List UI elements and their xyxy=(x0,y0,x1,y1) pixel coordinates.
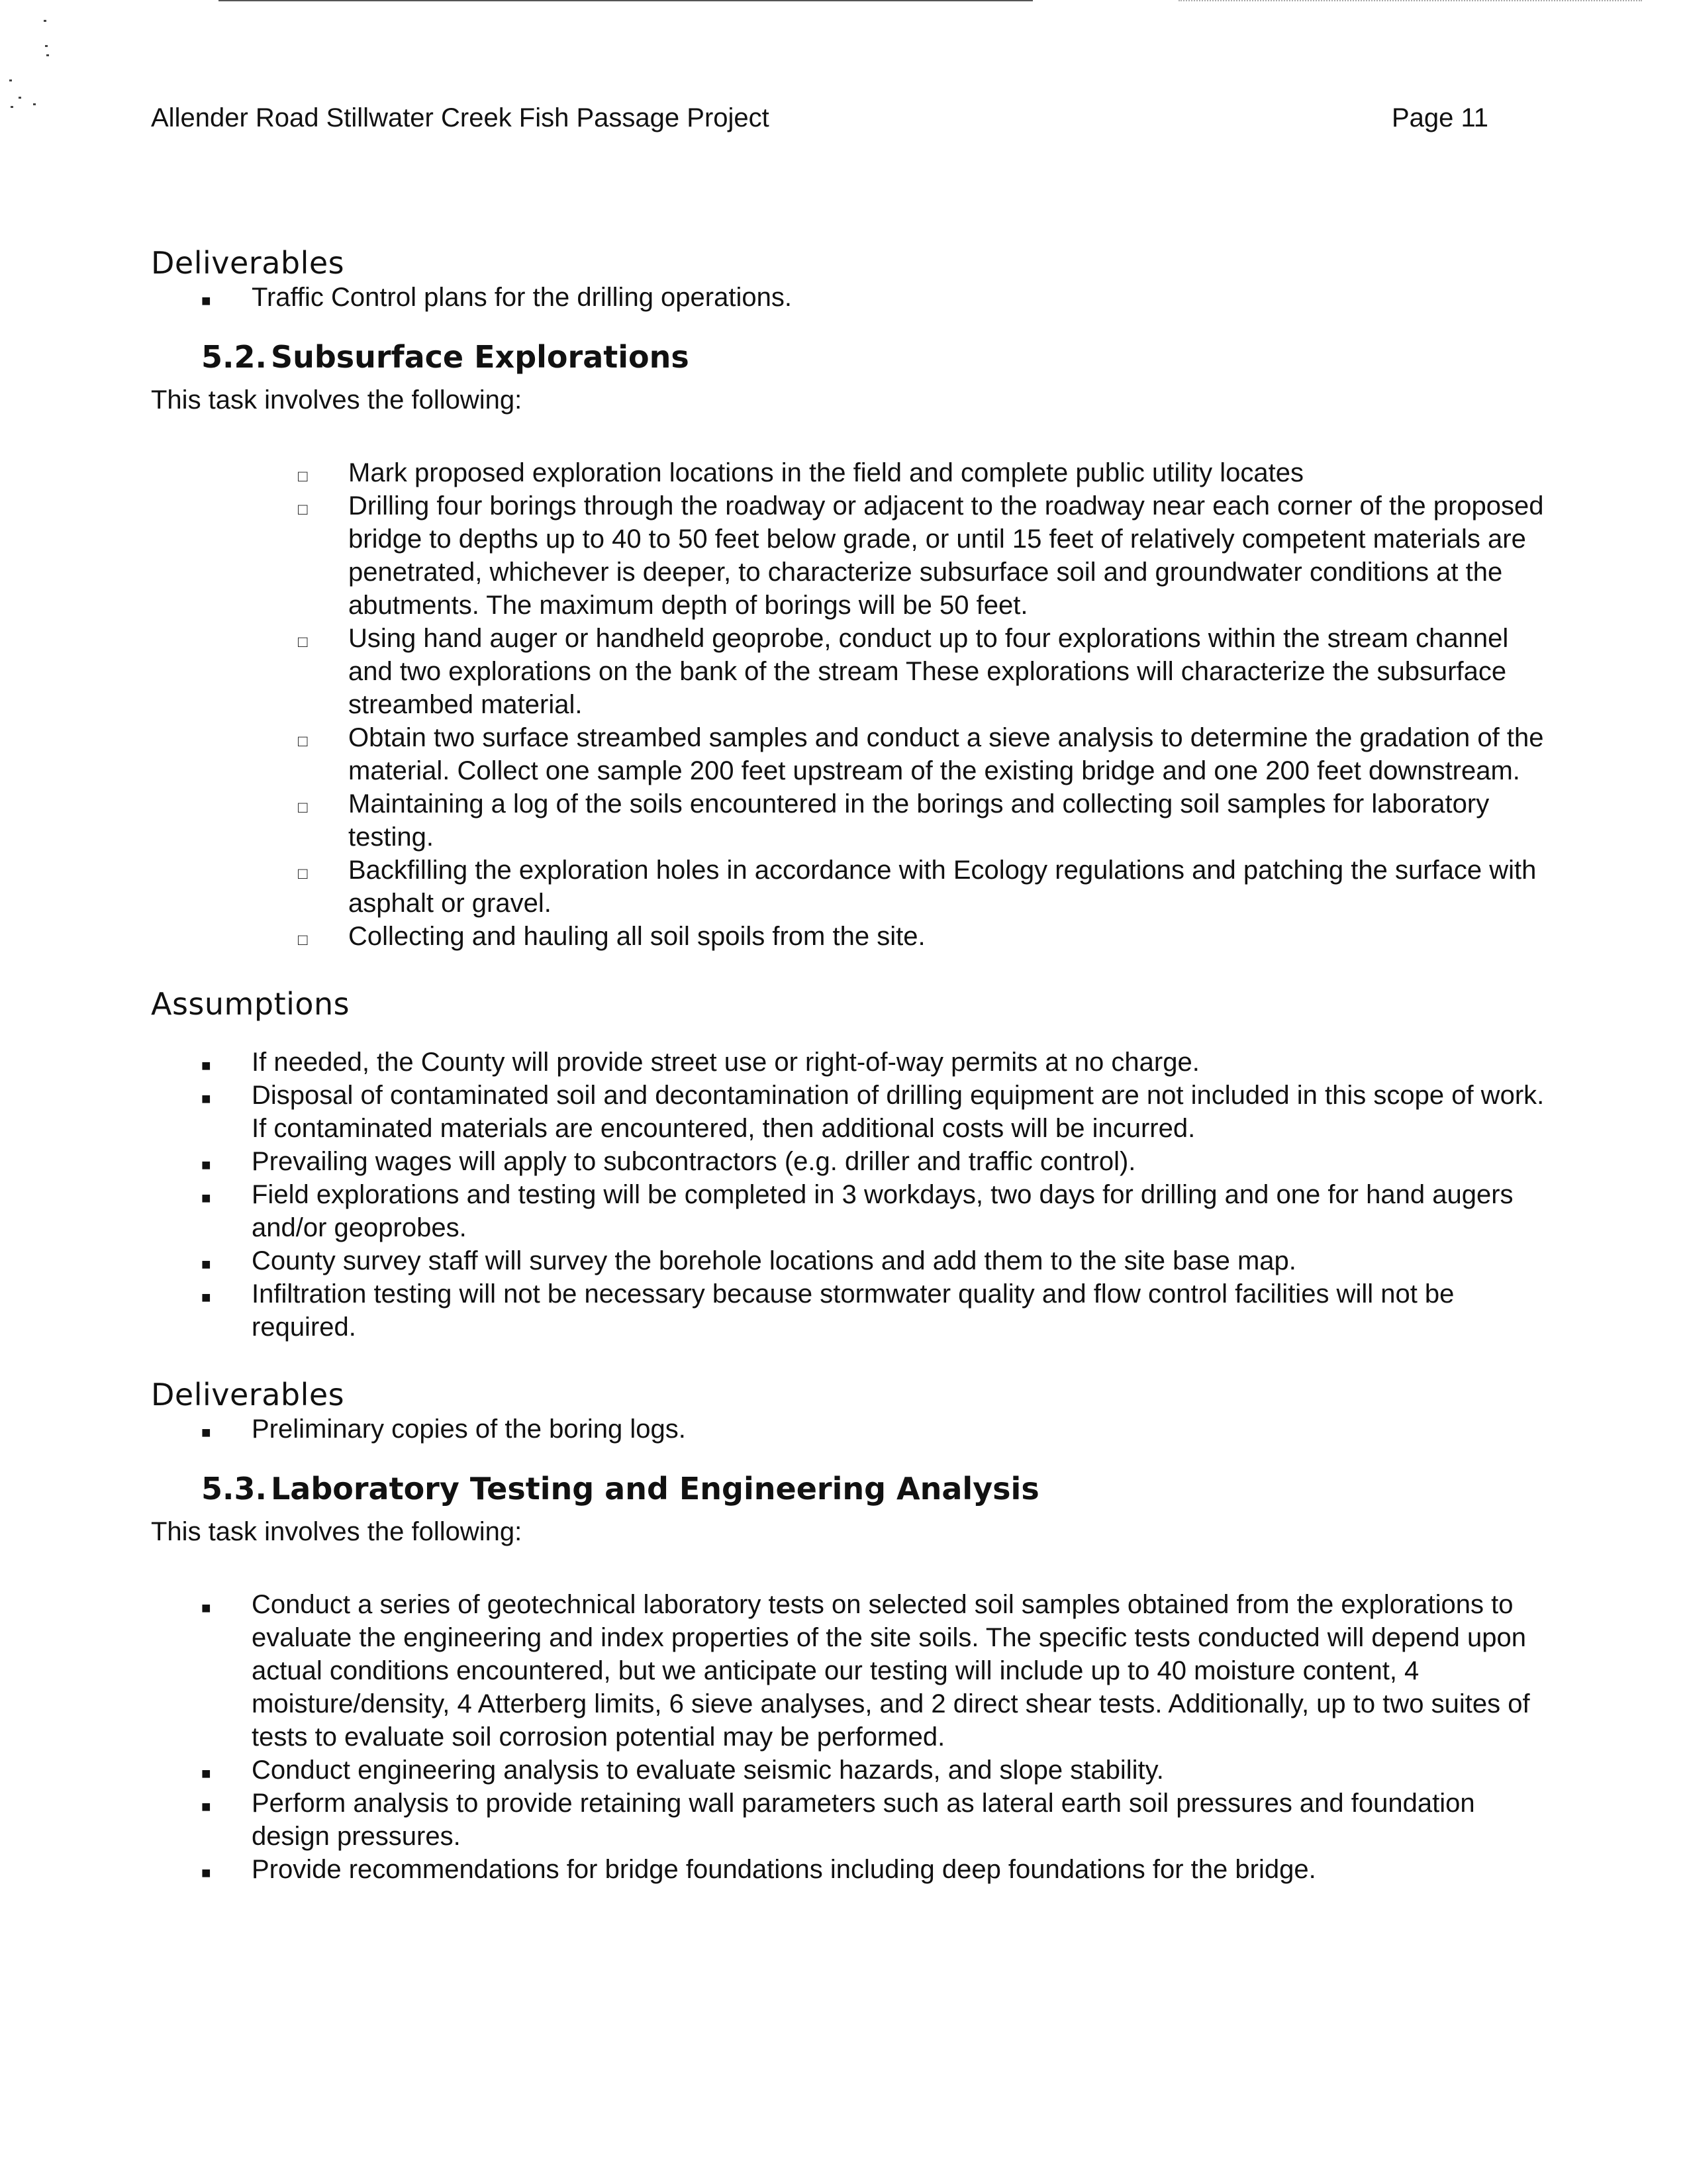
document-title: Allender Road Stillwater Creek Fish Passage Project xyxy=(151,103,769,132)
square-bullet-icon: ■ xyxy=(201,292,211,310)
section-number: 5.3. xyxy=(201,1471,267,1507)
list-item: □ Collecting and hauling all soil spoils from the site. xyxy=(151,920,1555,953)
list-item: □ Mark proposed exploration locations in the field and complete public utility locates xyxy=(151,456,1555,489)
hollow-square-bullet-icon: □ xyxy=(298,468,308,485)
deliverables-heading: Deliverables xyxy=(151,245,345,281)
list-item: ■ Perform analysis to provide retaining wall parameters such as lateral earth soil pressures and foundation design pressures. xyxy=(201,1789,1475,1851)
assumptions-list xyxy=(151,1046,1555,1344)
page-body xyxy=(151,245,1555,1886)
deliverables-list xyxy=(151,281,1555,314)
list-item: □ Obtain two surface streambed samples and conduct a sieve analysis to determine the gradation of the material. Collect one sample 200 feet upstream of the existing bridge and one 200 feet downstream. xyxy=(298,723,1544,785)
list-item: ■ Provide recommendations for bridge foundations including deep foundations for the bridge. xyxy=(151,1853,1555,1886)
hollow-square-bullet-icon: □ xyxy=(298,732,308,750)
hollow-square-bullet-icon: □ xyxy=(298,931,308,949)
list-item: ■ Field explorations and testing will be completed in 3 workdays, two days for drilling and one for hand augers and/or geoprobes. xyxy=(201,1180,1514,1242)
section-number: 5.2. xyxy=(201,339,267,375)
list-item: □ Maintaining a log of the soils encountered in the borings and collecting soil samples for laboratory testing. xyxy=(298,789,1490,852)
square-bullet-icon: ■ xyxy=(201,1057,211,1075)
scan-top-dotted-line xyxy=(1179,0,1642,3)
square-bullet-icon: ■ xyxy=(201,1765,211,1783)
scan-top-line xyxy=(218,0,1033,1)
list-item: ■ Infiltration testing will not be necessary because stormwater quality and flow control facilities will not be required. xyxy=(201,1279,1455,1342)
list-item: ■ County survey staff will survey the borehole locations and add them to the site base map. xyxy=(151,1244,1555,1277)
exploration-tasks-list xyxy=(151,456,1555,953)
section-heading-5-3 xyxy=(201,1471,1555,1507)
list-item: ■ Traffic Control plans for the drilling operations. xyxy=(151,281,1555,314)
square-bullet-icon: ■ xyxy=(201,1424,211,1442)
list-item: □ Drilling four borings through the roadway or adjacent to the roadway near each corner of the proposed bridge to depths up to 40 to 50 feet below grade, or until 15 feet of relatively competent materials are penetrated, whichever is deeper, to characterize subsurface soil and groundwater conditions at the abutments. The maximum depth of borings will be 50 feet. xyxy=(298,491,1544,620)
section-title: Laboratory Testing and Engineering Analysis xyxy=(270,1471,1039,1507)
square-bullet-icon: ■ xyxy=(201,1289,211,1307)
square-bullet-icon: ■ xyxy=(201,1156,211,1174)
section-heading-5-2 xyxy=(201,339,1555,375)
square-bullet-icon: ■ xyxy=(201,1864,211,1882)
section-intro: This task involves the following: xyxy=(151,1517,522,1546)
deliverables-heading: Deliverables xyxy=(151,1377,345,1413)
deliverables-list xyxy=(151,1413,1555,1446)
list-item: ■ Disposal of contaminated soil and decontamination of drilling equipment are not included in this scope of work. If contaminated materials are encountered, then additional costs will be incurred. xyxy=(201,1081,1545,1143)
hollow-square-bullet-icon: □ xyxy=(298,799,308,817)
square-bullet-icon: ■ xyxy=(201,1256,211,1273)
lab-testing-list xyxy=(151,1588,1555,1886)
square-bullet-icon: ■ xyxy=(201,1798,211,1816)
list-item: ■ Preliminary copies of the boring logs. xyxy=(151,1413,1555,1446)
assumptions-heading: Assumptions xyxy=(151,986,350,1022)
square-bullet-icon: ■ xyxy=(201,1189,211,1207)
list-item: □ Backfilling the exploration holes in accordance with Ecology regulations and patching the surface with asphalt or gravel. xyxy=(298,856,1537,918)
square-bullet-icon: ■ xyxy=(201,1599,211,1617)
section-title: Subsurface Explorations xyxy=(270,339,689,375)
page-header xyxy=(151,103,1488,133)
list-item: ■ Conduct engineering analysis to evaluate seismic hazards, and slope stability. xyxy=(151,1754,1555,1787)
hollow-square-bullet-icon: □ xyxy=(298,633,308,651)
page-number: Page 11 xyxy=(1391,103,1488,132)
square-bullet-icon: ■ xyxy=(201,1090,211,1108)
hollow-square-bullet-icon: □ xyxy=(298,501,308,519)
list-item: ■ Conduct a series of geotechnical laboratory tests on selected soil samples obtained from the explorations to evaluate the engineering and index properties of the site soils. The specific tests conducted will depend upon actual conditions encountered, but we anticipate our testing will include up to 40 moisture content, 4 moisture/density, 4 Atterberg limits, 6 sieve analyses, and 2 direct shear tests. Additionally, up to two suites of tests to evaluate soil corrosion potential may be performed. xyxy=(201,1590,1530,1752)
section-intro: This task involves the following: xyxy=(151,385,522,415)
hollow-square-bullet-icon: □ xyxy=(298,865,308,883)
list-item: ■ Prevailing wages will apply to subcontractors (e.g. driller and traffic control). xyxy=(151,1145,1555,1178)
list-item: □ Using hand auger or handheld geoprobe, conduct up to four explorations within the stream channel and two explorations on the bank of the stream These explorations will characterize the subsurface streambed material. xyxy=(298,624,1509,719)
scan-corner-marks xyxy=(7,13,53,113)
list-item: ■ If needed, the County will provide street use or right-of-way permits at no charge. xyxy=(151,1046,1555,1079)
